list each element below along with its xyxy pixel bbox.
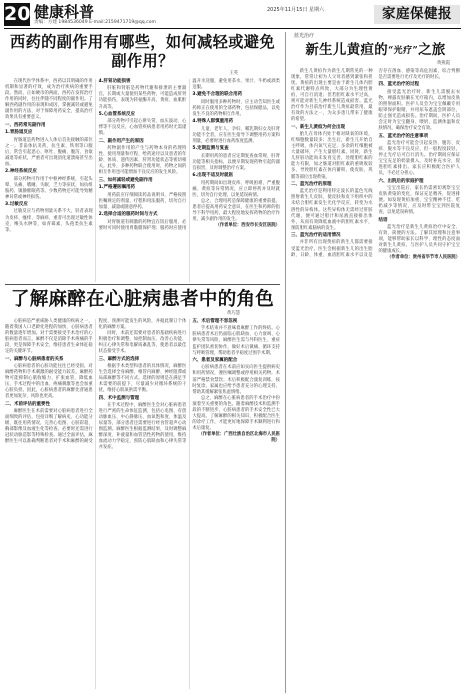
subheading: 五、术后管理不容忽视 — [192, 319, 238, 324]
right-column — [291, 32, 460, 693]
paragraph: 蓝光治疗是利用特定波长的蓝色光线照射新生儿皮肤，使皮肤和皮下组织中的未结合胆红素发生光化学反应，转变为水溶性的异构体。这些异构体无需经过肝脏代谢，便可通过胆汁和尿液直接排出体外，从而有效降低血液中的胆红素水平，预防胆红素脑病的发生。 — [291, 189, 373, 231]
paragraph: 长期用药的患者应定期复查血常规、肝肾功能等相关指标，以便早期发现药物引起的器官损害，及时调整治疗方案。 — [192, 153, 280, 171]
subheading: 六、出院后的家庭护理 — [378, 178, 424, 184]
paragraph: 用药期间如出现皮疹、呼吸困难、严重腹痛、黄疸等异常情况，应立即停药并及时就医，切勿自行处理，以免延误病情。 — [192, 180, 280, 198]
header-rule — [4, 28, 461, 29]
masthead-logo: 家庭保健报 — [374, 5, 460, 24]
article-side-effects — [5, 32, 280, 282]
editor-line: 责编：方建 1984536049 E-mail:2159471719@qq.com — [34, 20, 156, 25]
subheading: 二、术前评估的重要性 — [5, 401, 50, 407]
paragraph: 手术结束并不意味着麻醉工作的终结。心脏病患者术后仍面临心肌缺血、心力衰竭、心律失常等风险，麻醉医生需与外科医生、重症监护团队密切协作，做好术后镇痛、循环支持与呼吸管理，帮助患者平稳度过围手术期。 — [192, 326, 280, 356]
paragraph: 过敏反应与药物剂量关系不大，轻者表现为皮疹、瘙痒、荨麻疹，重者可出现过敏性休克、喉头水肿等，如青霉素、头孢类抗生素等。 — [5, 209, 93, 233]
subheading: 二、蓝光治疗的原理 — [291, 181, 332, 187]
paragraph: 部分药物可引起心律失常、血压波动、心悸等不良反应，心血管疾病患者用药时尤需谨慎。 — [98, 119, 187, 137]
author-affiliation: （作者单位：广西壮族自治区北海市人民医院） — [198, 431, 280, 443]
subheading: 2.神经系统反应 — [5, 169, 37, 175]
article-tagline: 蓝光治疗 — [294, 33, 315, 39]
subheading: 一、西药常见副作用 — [5, 122, 46, 128]
article-byline: 王英 — [229, 71, 238, 76]
author-affiliation: （作者单位：西安市长安区医院） — [215, 222, 280, 228]
article-body — [5, 319, 280, 689]
article-jaundice — [291, 32, 460, 693]
author-affiliation: （作者单位：贵州省毕节市人民医院） — [386, 255, 460, 261]
paragraph: 在现代医学体系中，西药以其明确的作用机制和显著的疗效，成为治疗疾病的重要手段。然而，正如硬币的两面，西药在发挥治疗作用的同时，往往伴随不同程度的副作用。了解西药副作用的表现和成因，掌握减轻或避免副作用的方法，对于保障用药安全、提高治疗效果具有重要意义。 — [5, 79, 93, 121]
headline-quote: “光疗” — [388, 46, 419, 56]
article-byline: 黄巧慧 — [226, 311, 240, 316]
article-body — [5, 79, 280, 282]
column-divider — [285, 32, 286, 693]
paragraph: 蓝光治疗是新生儿黄疸治疗中安全、有效、简便的方法。了解其原理和注意事项，能够帮助家长以科学、理性的态度面对新生儿黄疸，与医护人员共同守护宝宝的健康成长。 — [378, 225, 460, 255]
paragraph: 同时服用多种药物时，应主动告知医生或药师正在使用的全部药物，包括保健品，以免发生不良的药物相互作用。 — [192, 99, 280, 117]
paragraph: 新生儿黄疸作为新生儿期常见的一种现象，常常让初为人父母者感到紧张和担忧。黄疸的出现主要是由于新生儿体内胆红素代谢特点所致，大部分为生理性黄疸，可自行消退；但若胆红素水平过高，则可能对新生儿神经系统造成损害。蓝光治疗作为目前治疗新生儿黄疸最常用、最有效的方法之一，为众多患儿带来了健康的希望。 — [291, 69, 373, 123]
subheading: 三、如何减轻或避免副作用 — [98, 177, 153, 183]
article-anesthesia — [5, 288, 280, 693]
subheading: 3.避免不合理的联合用药 — [192, 92, 243, 98]
subheading: 1.严格遵医嘱用药 — [98, 185, 135, 191]
subheading: 结语 — [378, 217, 388, 223]
paragraph: 心脏病患者在术前应如实向医生提供病史和用药情况，遵医嘱调整或停用相关药物，术前严格禁食禁饮；术后积极配合康复训练，按时复诊。家属也应给予患者充分的心理支持，帮助其缓解紧张焦虑情绪。 — [192, 365, 280, 395]
subheading: 2.选择合适的服药时间与方式 — [98, 212, 158, 218]
subheading: 四、蓝光治疗的过程 — [378, 82, 419, 88]
article-body — [291, 69, 460, 685]
subheading: 4.肝肾功能损害 — [98, 79, 131, 84]
paragraph: 药物副作用的产生与药物本身的药理特性、使用剂量和疗程、给药途径以及患者的年龄、体质、遗传因素、肝肾功能状态等密切相关。此外，多种药物联合使用时，药物之间的相互作用也可能增加不良反应的发生风险。 — [98, 146, 187, 176]
article-divider — [5, 284, 280, 285]
subheading: 三、蓝光治疗的适用情况 — [291, 233, 341, 239]
page-header — [4, 2, 461, 28]
paragraph: 总之，麻醉在心脏病患者的手术治疗中扮演着至关重要的角色。随着麻醉技术和监测手段的不断进步，心脏病患者的手术安全性已大大提高。了解麻醉的相关知识，积极配合医生的诊疗工作，才能更好地保障手术顺利进行和术后康复。 — [192, 395, 280, 431]
subheading: 4.特殊人群慎重用药 — [192, 119, 234, 125]
section-title: 健康科普 — [34, 3, 95, 21]
subheading: 六、患者及家属的配合 — [192, 358, 238, 364]
article-byline: 黄燕霞 — [436, 61, 450, 66]
paragraph: 宝宝出院后，家长仍需密切观察宝宝皮肤黄染的变化，保证充足喂养，促进排便。如发现黄疸加重、宝宝精神不佳、吃奶减少等情况，应及时带宝宝到医院复查，以免延误病情。 — [378, 186, 460, 216]
subheading: 1.胃肠道反应 — [5, 130, 33, 136]
paragraph: 蓝光治疗可能会引起发热、腹泻、皮疹、脱水等不良反应，但一般程度较轻，停止光疗后可自行消失。治疗期间应保证宝宝充足的奶量摄入，及时补充水分，促进胆红素排出。家长应积极配合医护人员，不必过分担心。 — [378, 140, 460, 177]
paragraph: 并非所有出现黄疸的新生儿都需要接受蓝光治疗。医生会根据新生儿的出生胎龄、日龄、体重、血清胆红素水平以及是否存在溶血、感染等高危因素，综合判断是否需要进行光疗及光疗的时长。 — [291, 69, 460, 258]
paragraph: 肝脏和肾脏是药物代谢和排泄的主要器官，长期或大量使用某些药物，可能造成肝肾功能损伤，表现为转氨酶升高、黄疸、血肌酐升高等。 — [98, 86, 187, 110]
subheading: 3.过敏反应 — [5, 202, 28, 208]
paragraph: 在手术过程中，麻醉医生会对心脏病患者进行严密的生命体征监测，包括心电图、有创动脉血压、中心静脉压、血氧饱和度、体温及尿量等，部分患者还需要进行经食管超声心动图监测。麻醉医生根据监测结果，及时调整麻醉深度、补液量和血管活性药物的使用，维持血流动力学稳定，预防心肌缺血和心律失常等并发症。 — [98, 403, 187, 451]
article-headline — [291, 42, 460, 60]
paragraph: 麻醉医生在术前需要对心脏病患者进行全面细致的评估，包括详细了解病史、心功能分级、既往用药情况，完善心电图、心脏彩超、胸部影像及血液生化等检查，必要时还需进行冠状动脉造影等特殊检查。通过全面评估，麻醉医生可以准确判断患者对手术和麻醉的耐受程度，预测可能发生的风险，并据此制订个体化的麻醉方案。 — [5, 319, 187, 445]
page-number: 20 — [4, 3, 31, 25]
paragraph: 对胃肠道有刺激的药物宜在饭后服用，必要时可同时使用胃黏膜保护剂；服药时应使用温开水送服，避免用茶水、果汁、牛奶或酒类送服。 — [98, 79, 280, 231]
paragraph: 胎儿在母体内处于相对缺氧的环境，红细胞数量较多；出生后，新生儿开始自主呼吸，体内氧气充足，多余的红细胞被大量破坏，产生大量胆红素。同时，新生儿肝脏功能尚未发育完善，处理胆红素的能力有限，加之肠道对胆红素的重吸收较多，导致胆红素在体内蓄积，使皮肤、巩膜等部位出现黄染。 — [291, 132, 373, 180]
subheading: 五、蓝光治疗的注意事项 — [378, 133, 428, 139]
article-headline: 西药的副作用有哪些，如何减轻或避免副作用？ — [10, 33, 275, 70]
paragraph: 同时，术前还需要对患者的基础疾病进行积极治疗和调整，如控制血压、改善心功能、纠正心律失常和电解质紊乱等，使患者以最佳状态接受手术。 — [98, 331, 187, 355]
paragraph: 总之，合理用药是保障健康的重要前提。患者应提高用药安全意识，在医生和药师的指导下科学用药，最大程度地发挥药物的治疗作用，减少副作用的发生。 — [192, 198, 280, 222]
subheading: 四、术中监测与管理 — [98, 395, 140, 401]
subheading: 5.定期监测与复查 — [192, 146, 229, 152]
subheading: 三、麻醉方式的选择 — [98, 356, 140, 362]
paragraph: 用药前应仔细阅读药品说明书，严格按照医嘱规定的剂量、疗程和用法服药，切勿自行加量、减量或随意停药。 — [98, 192, 187, 210]
paragraph: 心脏病是严重威胁人类健康的疾病之一，随着我国人口老龄化进程的加快，心脏病患者的数量逐年增加。对于需要接受手术治疗的心脏病患者而言，麻醉不仅是消除手术疼痛的手段，更是保障手术安全、维持患者生命体征稳定的关键环节。 — [5, 319, 93, 355]
paragraph: 儿童、老年人、孕妇、哺乳期妇女及肝肾功能不全者，应在医生指导下调整用药方案和剂量，必要时进行血药浓度监测。 — [192, 126, 280, 144]
headline-part: 之旅 — [418, 42, 446, 58]
article-headline: 了解麻醉在心脏病患者中的角色 — [10, 289, 275, 310]
subheading: 二、副作用产生的原因 — [98, 138, 144, 144]
issue-date: 2025年11月15日 星期六 — [267, 7, 325, 13]
subheading: 5.心血管系统反应 — [98, 111, 135, 117]
headline-part: 新生儿黄疸的 — [305, 42, 389, 58]
subheading: 6.出现不适及时就医 — [192, 173, 234, 179]
subheading: 一、新生儿黄疸为何会出现 — [291, 124, 345, 130]
paragraph: 根据手术类型和患者的具体情况，麻醉医生会选择全身麻醉、椎管内麻醉、神经阻滞或局部麻醉等不同方式。选择的原则是在满足手术需要的前提下，尽量减少对循环系统的干扰，维持心肌氧供需平衡。 — [98, 364, 187, 394]
subheading: 一、麻醉与心脏病患者的关系 — [5, 356, 64, 362]
left-column — [5, 32, 280, 693]
paragraph: 心脏病患者的心脏功能往往已经受损，对麻醉药物和手术刺激的耐受能力较差。麻醉药物可能抑制心肌收缩力、扩张血管、降低血压，手术过程中的出血、疼痛刺激等也会加重心脏负担。因此，心脏病患者的麻醉比普通患者更加复杂，风险也更高。 — [5, 364, 93, 400]
paragraph: 接受蓝光治疗时，新生儿需脱去衣物，裸露皮肤躺在光疗箱内，以增加皮肤的照射面积。医护人员会为宝宝佩戴专用眼罩保护眼睛，并用尿布遮盖会阴部位，防止强光造成损伤。治疗期间，医护人员会定时为宝宝翻身、喂奶、监测体温和皮肤情况，确保治疗安全有效。 — [378, 89, 460, 132]
paragraph: 胃肠道是药物进入人体后首先接触的部位之一。非甾体抗炎药、抗生素、铁剂等口服后，常会引起恶心、呕吐、腹痛、腹泻、食欲减退等症状，严重者可出现消化道溃疡甚至出血。 — [5, 137, 93, 167]
paragraph: 部分药物可作用于中枢神经系统，引起头晕、头痛、嗜睡、失眠、乏力等症状，如抗组胺药、镇静催眠药等。少数药物还可能导致精神异常或神经损伤。 — [5, 176, 93, 200]
